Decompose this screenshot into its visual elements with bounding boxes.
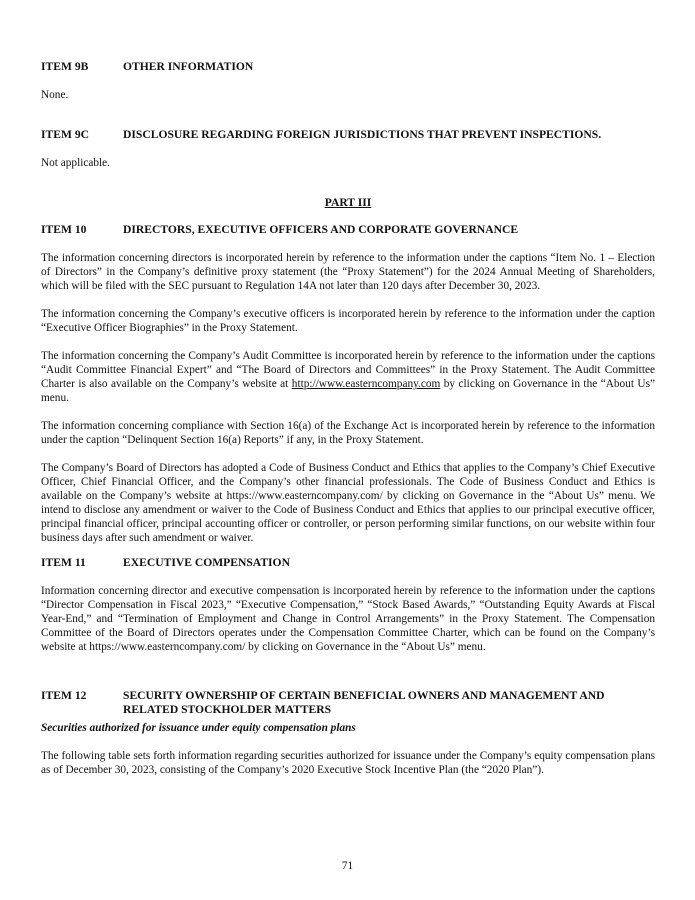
- item-9c-title: DISCLOSURE REGARDING FOREIGN JURISDICTIONS THAT PREVENT INSPECTIONS.: [123, 128, 602, 141]
- item-9c-body: Not applicable.: [41, 157, 111, 169]
- item-12-heading: [41, 689, 655, 717]
- item-10-paragraph-3: [41, 349, 655, 405]
- item-10-paragraph-2: The information concerning the Company’s executive officers is incorporated herein by reference to the information under the caption “Executive Officer Biographies” in the Proxy Statement.: [41, 308, 655, 334]
- item-9c-heading: [41, 128, 655, 142]
- item-11-heading: [41, 556, 655, 570]
- item-12-subheading: Securities authorized for issuance under equity compensation plans: [41, 722, 356, 734]
- item-9b-heading: [41, 60, 655, 74]
- item-9b-body: None.: [41, 89, 69, 101]
- page-number: 71: [341, 860, 354, 872]
- item-10-number: ITEM 10: [41, 223, 87, 236]
- item-10-heading: [41, 223, 655, 237]
- item-11-title: EXECUTIVE COMPENSATION: [123, 556, 290, 569]
- item-10-paragraph-1: The information concerning directors is incorporated herein by reference to the information under the captions “Item No. 1 – Election of Directors” in the Company’s definitive proxy statement (the “Proxy Statement”) for the 2024 Annual Meeting of Shareholders, which will be filed with the SEC pursuant to Regulation 14A not later than 120 days after December 30, 2023.: [41, 252, 655, 292]
- item-10-paragraph-3-text: The information concerning the Company’s Audit Committee is incorporated herein by reference to the information under the captions “Audit Committee Financial Expert” and “The Board of Directors and Committees” in the Proxy Statement. The Audit Committee Charter is also available on the Company’s website at: [41, 350, 655, 390]
- item-9c-number: ITEM 9C: [41, 128, 89, 141]
- item-9b-title: OTHER INFORMATION: [123, 60, 254, 73]
- item-10-paragraph-3-tail: by clicking on Governance in the “About Us” menu.: [41, 378, 655, 404]
- item-12-title: SECURITY OWNERSHIP OF CERTAIN BENEFICIAL OWNERS AND MANAGEMENT AND RELATED STOCKHOLDER MATTERS: [123, 689, 605, 716]
- item-11-number: ITEM 11: [41, 556, 86, 569]
- item-10-title: DIRECTORS, EXECUTIVE OFFICERS AND CORPORATE GOVERNANCE: [123, 223, 519, 236]
- item-12-number: ITEM 12: [41, 689, 87, 702]
- company-website-link[interactable]: http://www.easterncompany.com: [291, 378, 441, 390]
- part-heading: PART III: [324, 196, 372, 209]
- item-9b-number: ITEM 9B: [41, 60, 89, 73]
- item-12-paragraph-1: The following table sets forth information regarding securities authorized for issuance under the Company’s equity compensation plans as of December 30, 2023, consisting of the Company’s 2020 Executive Stock Incentive Plan (the “2020 Plan”).: [41, 750, 655, 776]
- item-10-paragraph-5: The Company’s Board of Directors has adopted a Code of Business Conduct and Ethics that applies to the Company’s Chief Executive Officer, Chief Financial Officer, and the Company’s other financial professionals. The Code of Business Conduct and Ethics is available on the Company’s website at https://www.easterncompany.com/ by clicking on Governance in the “About Us” menu. We intend to disclose any amendment or waiver to the Code of Business Conduct and Ethics that applies to our principal executive officer, principal financial officer, principal accounting officer or controller, or person performing similar functions, on our website within four business days after such amendment or waiver.: [41, 462, 655, 544]
- item-11-paragraph-1: Information concerning director and executive compensation is incorporated herein by reference to the information under the captions “Director Compensation in Fiscal 2023,” “Executive Compensation,” “Stock Based Awards,” “Outstanding Equity Awards at Fiscal Year-End,” and “Termination of Employment and Change in Control Arrangements” in the Proxy Statement. The Compensation Committee of the Board of Directors operates under the Compensation Committee Charter, which can be found on the Company’s website at https://www.easterncompany.com/ by clicking on Governance in the “About Us” menu.: [41, 585, 655, 653]
- document-page: [41, 60, 655, 777]
- item-10-paragraph-4: The information concerning compliance with Section 16(a) of the Exchange Act is incorporated herein by reference to the information under the caption “Delinquent Section 16(a) Reports” if any, in the Proxy Statement.: [41, 420, 655, 446]
